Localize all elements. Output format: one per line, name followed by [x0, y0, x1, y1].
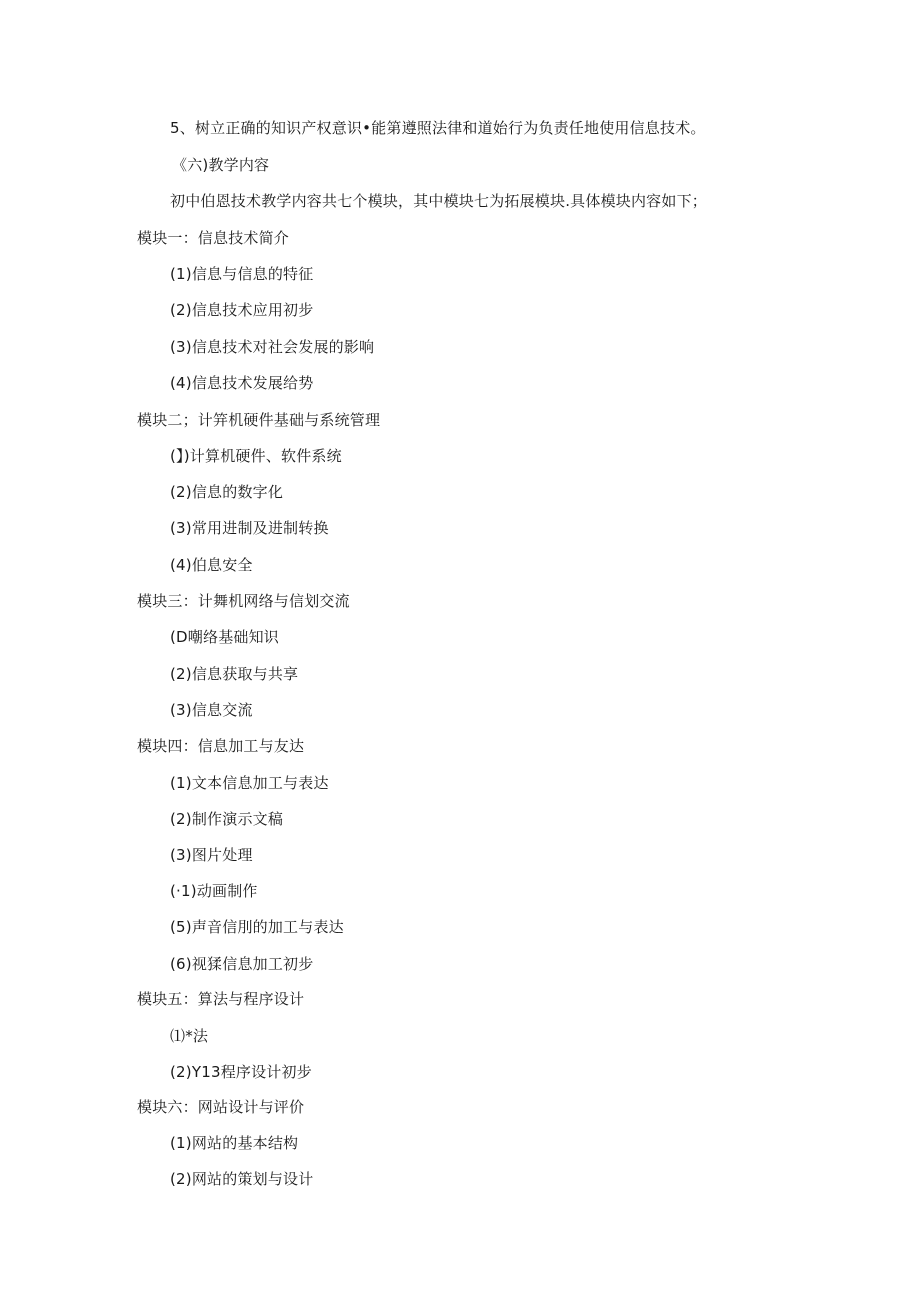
module-5-title: 模块五：算法与程序设计: [137, 990, 305, 1008]
module-4-item: (6)视猱信息加工初步: [170, 955, 314, 973]
module-6-title: 模块六：网站设计与评价: [137, 1098, 305, 1116]
module-4-item: (2)制作演示文稿: [170, 810, 284, 828]
module-2-item: (2)信息的数字化: [170, 483, 284, 501]
module-2-title: 模块二；计笄机硬件基础与系统管理: [137, 411, 381, 429]
intro-point-5: 5、树立正确的知识产权意识•能第遵照法律和道始行为负责任地使用信息技术。: [170, 119, 706, 137]
module-4-title: 模块四：信息加工与友达: [137, 737, 305, 755]
module-5-item: ⑴*法: [170, 1027, 209, 1045]
module-4-item: (5)声音信刖的加工与表达: [170, 918, 344, 936]
module-2-item: (3)常用进制及进制转换: [170, 519, 329, 537]
module-1-item: (3)信息技术对社会发展的影响: [170, 338, 375, 356]
module-3-title: 模块三：计舞机网络与信划交流: [137, 592, 350, 610]
module-3-item: (3)信息交流: [170, 701, 253, 719]
module-3-item: (D嘲络基础知识: [170, 628, 280, 646]
module-1-item: (2)信息技术应用初步: [170, 301, 314, 319]
module-1-title: 模块一：信息技术简介: [137, 229, 290, 247]
module-6-item: (2)网站的策划与设计: [170, 1170, 314, 1188]
module-6-item: (1)网站的基本结构: [170, 1134, 299, 1152]
module-3-item: (2)信息获取与共享: [170, 665, 299, 683]
module-1-item: (4)信息技术发展给势: [170, 374, 314, 392]
module-1-item: (1)信息与信息的特征: [170, 265, 314, 283]
module-4-item: (3)图片处理: [170, 846, 253, 864]
module-2-item: (4)伯息安全: [170, 556, 253, 574]
module-2-item: (】)计算机硬件、软件系统: [170, 447, 342, 465]
section-heading: 《六)教学内容: [172, 156, 270, 174]
module-5-item: (2)Y13程序设计初步: [170, 1063, 312, 1081]
module-4-item: (1)文本信息加工与表达: [170, 774, 329, 792]
module-4-item: (·1)动画制作: [170, 882, 258, 900]
intro-paragraph: 初中伯恩技术教学内容共七个模块，其中模块七为拓展模块.具体模块内容如下；: [170, 192, 707, 210]
